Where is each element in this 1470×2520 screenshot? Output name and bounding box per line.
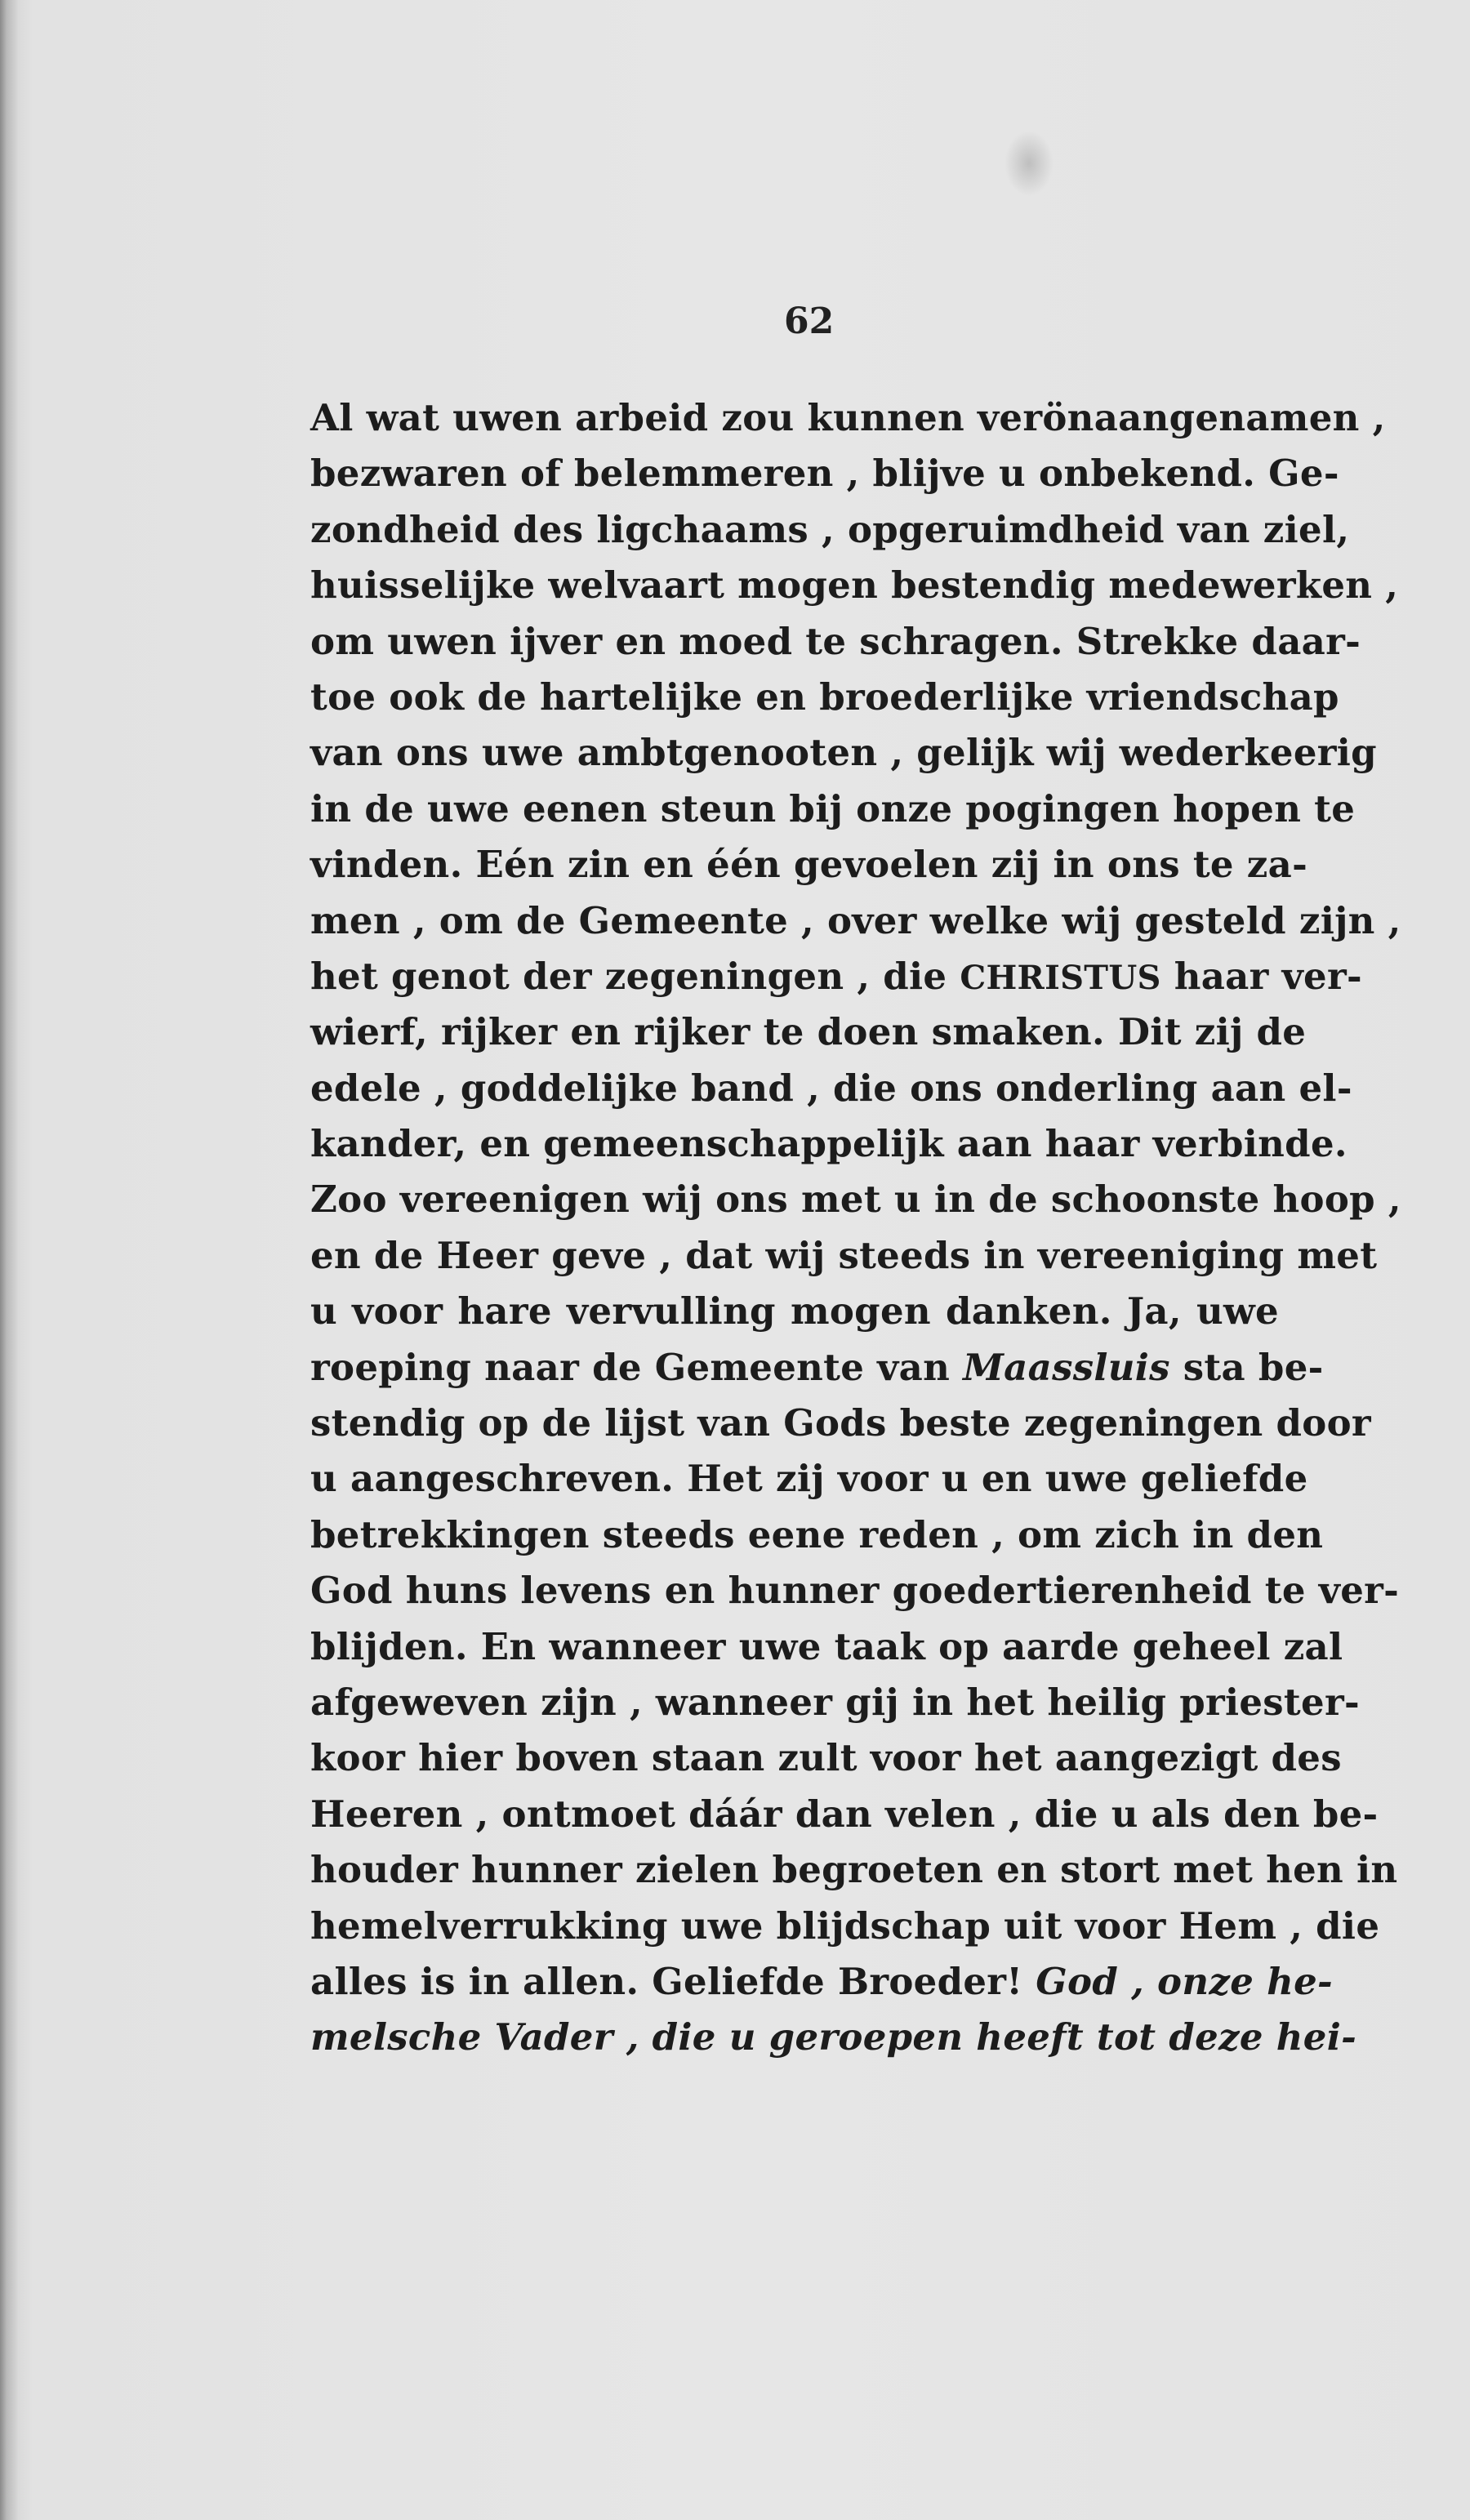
text-line: van ons uwe ambtgenooten , gelijk wij wederkeerig: [310, 731, 1377, 775]
italic-phrase: God , onze he-: [1036, 1959, 1334, 2003]
text-line: Al wat uwen arbeid zou kunnen verönaangenamen ,: [310, 396, 1386, 439]
italic-place-name: Maassluis: [963, 1345, 1170, 1389]
text-line: en de Heer geve , dat wij steeds in vereeniging met: [310, 1233, 1378, 1277]
text-line: toe ook de hartelijke en broederlijke vriendschap: [310, 675, 1339, 719]
text-line: u voor hare vervulling mogen danken. Ja, uwe: [310, 1289, 1279, 1333]
text-line: blijden. En wanneer uwe taak op aarde geheel zal: [310, 1624, 1343, 1668]
text-line: melsche Vader , die u geroepen heeft tot deze hei-: [310, 2015, 1357, 2059]
text-line: in de uwe eenen steun bij onze pogingen hopen te: [310, 786, 1356, 830]
text-line: vinden. Eén zin en één gevoelen zij in ons te za-: [310, 843, 1308, 887]
text-line: huisselijke welvaart mogen bestendig medewerken ,: [310, 563, 1399, 608]
text-line: alles is in allen. Geliefde Broeder! God , onze he-: [310, 1959, 1334, 2003]
text-line: afgeweven zijn , wanneer gij in het heilig priester-: [310, 1680, 1360, 1724]
text-line: roeping naar de Gemeente van Maassluis sta be-: [310, 1345, 1324, 1389]
text-line: bezwaren of belemmeren , blijve u onbekend. Ge-: [310, 452, 1339, 496]
page-binding-edge: [0, 0, 18, 2520]
ink-smudge: [1004, 131, 1054, 196]
text-line: stendig op de lijst van Gods beste zegeningen door: [310, 1401, 1371, 1445]
text-line: hemelverrukking uwe blijdschap uit voor Hem , die: [310, 1903, 1380, 1948]
text-line: kander, en gemeenschappelijk aan haar verbinde.: [310, 1122, 1348, 1166]
text-line: Zoo vereenigen wij ons met u in de schoonste hoop ,: [310, 1178, 1401, 1222]
page-number: 62: [784, 301, 835, 342]
text-line: Heeren , ontmoet dáár dan velen , die u als den be-: [310, 1792, 1379, 1836]
text-line: zondheid des ligchaams , opgeruimdheid van ziel,: [310, 507, 1350, 551]
text-line: het genot der zegeningen , die CHRISTUS haar ver-: [310, 954, 1362, 998]
text-line: betrekkingen steeds eene reden , om zich in den: [310, 1512, 1324, 1556]
text-line: houder hunner zielen begroeten en stort met hen in: [310, 1848, 1398, 1892]
text-line: u aangeschreven. Het zij voor u en uwe geliefde: [310, 1457, 1308, 1501]
text-line: men , om de Gemeente , over welke wij gesteld zijn ,: [310, 898, 1401, 942]
small-caps-name: CHRISTUS: [960, 958, 1161, 997]
text-line: edele , goddelijke band , die ons onderling aan el-: [310, 1066, 1352, 1110]
text-line: wierf, rijker en rijker te doen smaken. Dit zij de: [310, 1010, 1307, 1054]
text-line: om uwen ijver en moed te schragen. Strekke daar-: [310, 619, 1361, 663]
text-line: koor hier boven staan zult voor het aangezigt des: [310, 1736, 1342, 1780]
body-text: [310, 390, 1401, 2066]
text-line: God huns levens en hunner goedertierenheid te ver-: [310, 1569, 1400, 1613]
